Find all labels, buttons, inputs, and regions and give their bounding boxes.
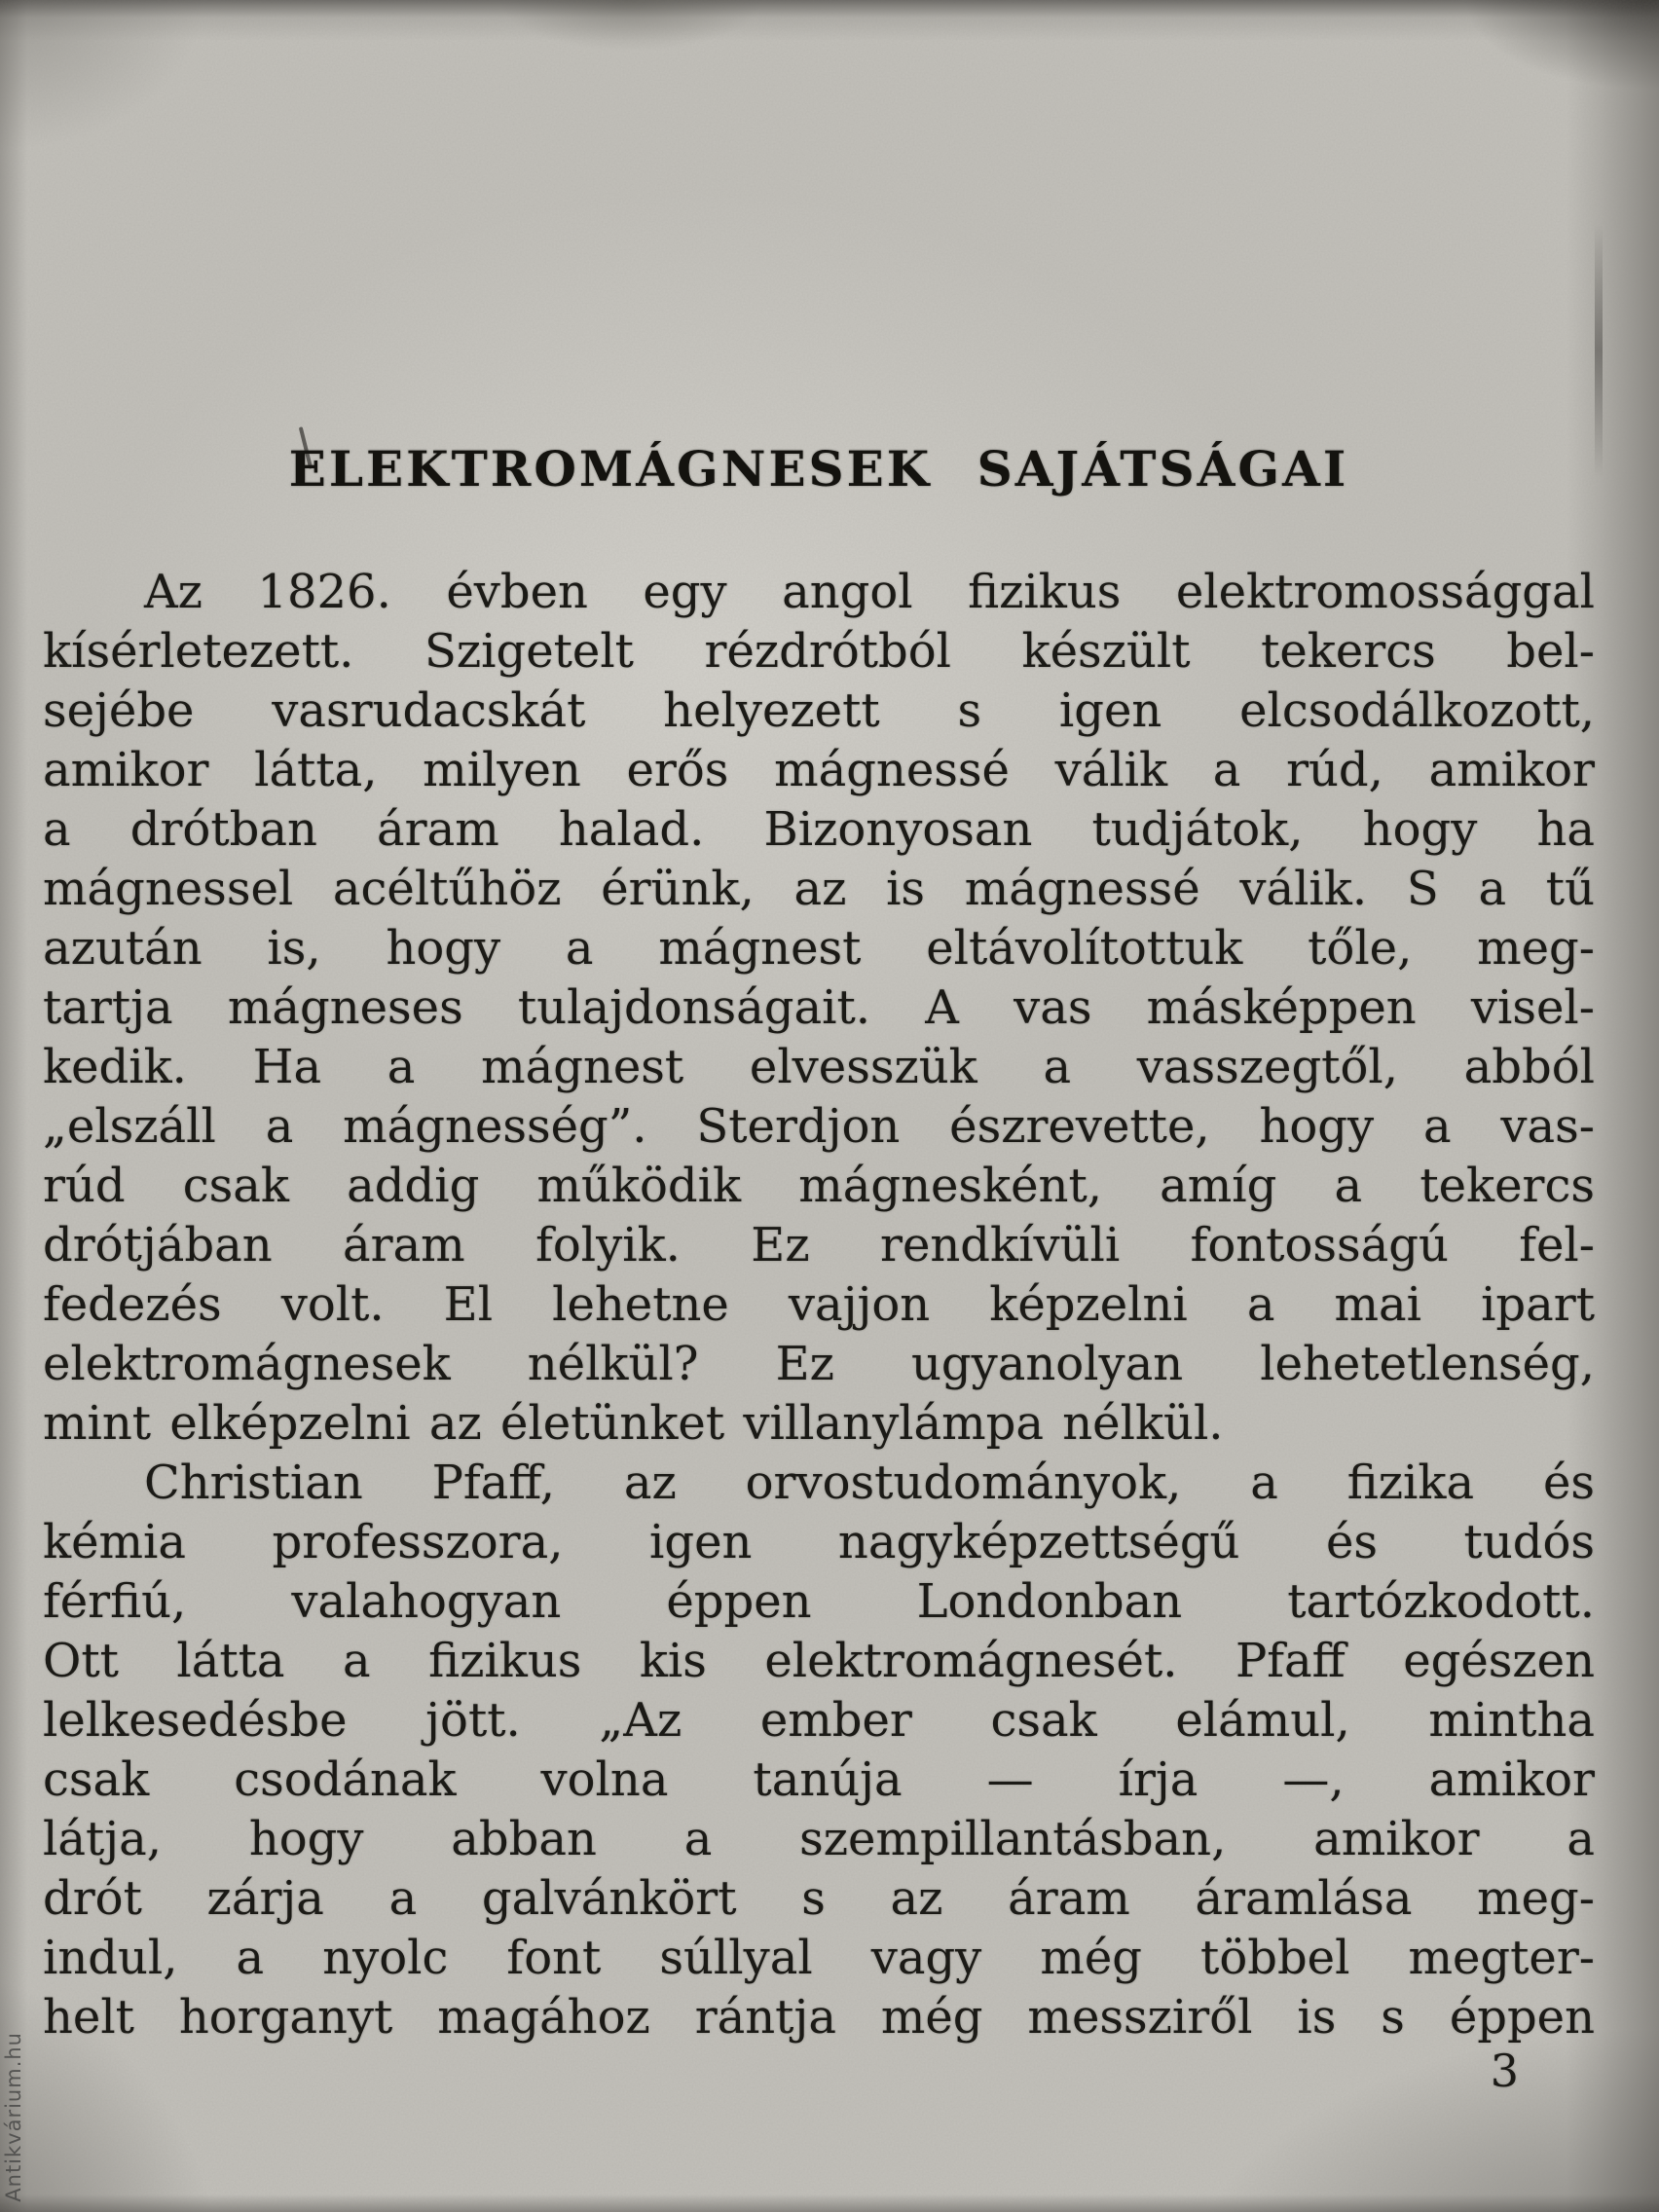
watermark: Antikvárium.hu	[2, 2032, 25, 2202]
text-line: azután is, hogy a mágnest eltávolítottuk tőle, meg-	[43, 921, 1595, 976]
text-line: helt horganyt magához rántja még messziről is s éppen	[43, 1990, 1595, 2045]
page-title: ELEKTROMÁGNESEK SAJÁTSÁGAI	[288, 440, 1349, 498]
text-line: mágnessel acéltűhöz érünk, az is mágnessé válik. S a tű	[43, 862, 1595, 916]
text-line: mint elképzelni az életünket villanylámpa nélkül.	[43, 1396, 1224, 1451]
scan-edge-streak	[1595, 224, 1603, 477]
text-line: drót zárja a galvánkört s az áram áramlása meg-	[43, 1871, 1595, 1926]
text-block	[43, 563, 1595, 2047]
text-line: fedezés volt. El lehetne vajjon képzelni a mai ipart	[43, 1277, 1595, 1332]
text-line: sejébe vasrudacskát helyezett s igen elcsodálkozott,	[43, 683, 1595, 738]
text-line: „elszáll a mágnesség”. Sterdjon észrevette, hogy a vas-	[43, 1099, 1595, 1154]
text-line: indul, a nyolc font súllyal vagy még többel megter-	[43, 1931, 1595, 1985]
paragraph	[43, 1454, 1595, 2047]
text-line: Christian Pfaff, az orvostudományok, a fizika és	[144, 1456, 1595, 1510]
text-line: elektromágnesek nélkül? Ez ugyanolyan lehetetlenség,	[43, 1337, 1595, 1391]
text-line: csak csodának volna tanúja — írja —, amikor	[43, 1752, 1595, 1807]
text-line: lelkesedésbe jött. „Az ember csak elámul, mintha	[43, 1693, 1595, 1748]
text-line: Az 1826. évben egy angol fizikus elektromossággal	[144, 565, 1595, 619]
paragraph	[43, 563, 1595, 1454]
text-line: Ott látta a fizikus kis elektromágnesét. Pfaff egészen	[43, 1634, 1595, 1688]
text-line: kedik. Ha a mágnest elvesszük a vasszegtől, abból	[43, 1040, 1595, 1094]
text-line: kísérletezett. Szigetelt rézdrótból készült tekercs bel-	[43, 624, 1595, 679]
text-line: drótjában áram folyik. Ez rendkívüli fontosságú fel-	[43, 1218, 1595, 1272]
page-number: 3	[1490, 2045, 1519, 2097]
text-line: látja, hogy abban a szempillantásban, amikor a	[43, 1812, 1595, 1866]
text-line: tartja mágneses tulajdonságait. A vas másképpen visel-	[43, 980, 1595, 1035]
text-line: kémia professzora, igen nagyképzettségű és tudós	[43, 1515, 1595, 1569]
text-line: a drótban áram halad. Bizonyosan tudjátok, hogy ha	[43, 802, 1595, 857]
text-line: amikor látta, milyen erős mágnessé válik a rúd, amikor	[43, 743, 1595, 797]
text-line: férfiú, valahogyan éppen Londonban tartózkodott.	[43, 1574, 1595, 1629]
text-line: rúd csak addig működik mágnesként, amíg a tekercs	[43, 1159, 1595, 1213]
